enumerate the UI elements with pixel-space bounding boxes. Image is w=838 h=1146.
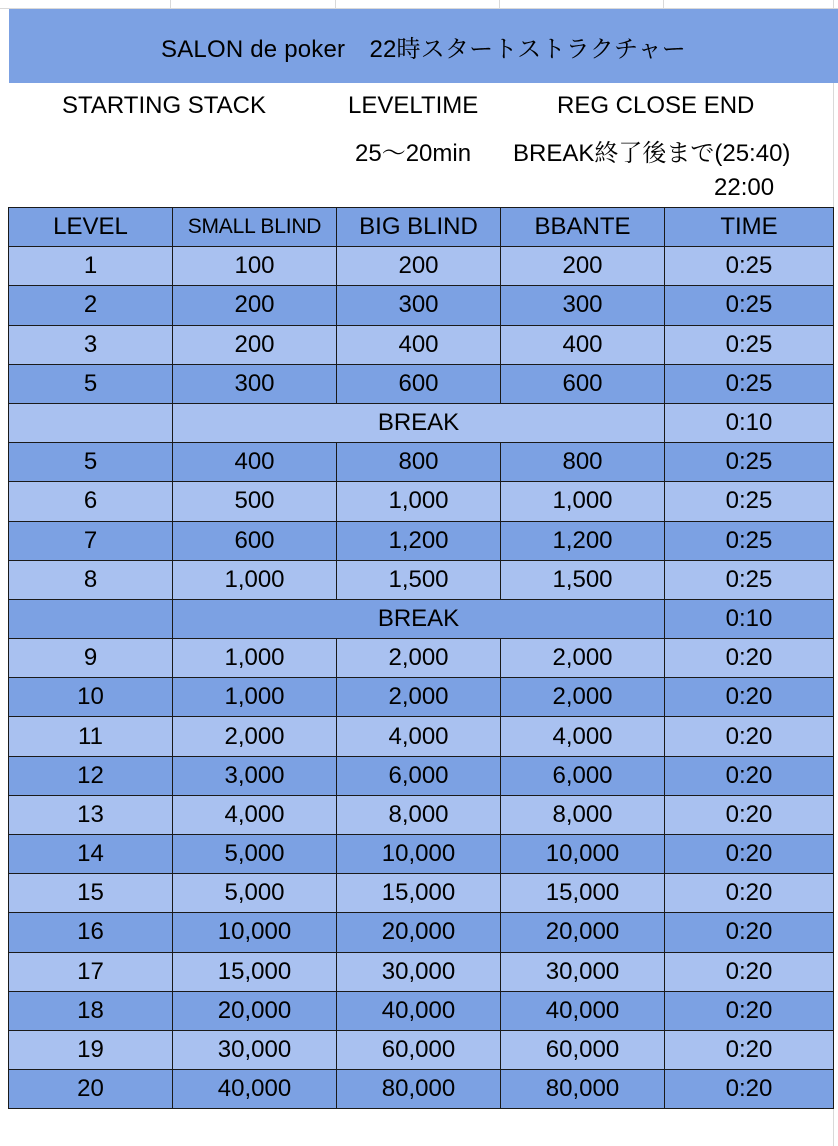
big-blind-cell: 1,200 (337, 521, 501, 560)
big-blind-cell: 15,000 (337, 874, 501, 913)
level-cell: 16 (9, 913, 173, 952)
small-blind-cell: 600 (173, 521, 337, 560)
level-cell: 20 (9, 1070, 173, 1109)
small-blind-cell: 30,000 (173, 1030, 337, 1069)
time-cell: 0:25 (665, 286, 834, 325)
big-blind-cell: 1,000 (337, 482, 501, 521)
time-cell: 0:25 (665, 325, 834, 364)
level-cell: 10 (9, 678, 173, 717)
small-blind-cell: 15,000 (173, 952, 337, 991)
time-cell: 0:20 (665, 717, 834, 756)
level-cell: 13 (9, 795, 173, 834)
big-blind-cell: 2,000 (337, 678, 501, 717)
level-cell: 17 (9, 952, 173, 991)
small-blind-cell: 10,000 (173, 913, 337, 952)
big-blind-cell: 4,000 (337, 717, 501, 756)
bbante-cell: 1,500 (501, 560, 665, 599)
level-cell: 15 (9, 874, 173, 913)
small-blind-cell: 400 (173, 443, 337, 482)
level-time-label: LEVELTIME (348, 92, 479, 119)
bbante-cell: 600 (501, 364, 665, 403)
break-row (9, 403, 834, 442)
time-cell: 0:25 (665, 443, 834, 482)
big-blind-cell: 200 (337, 247, 501, 286)
small-blind-cell: 1,000 (173, 678, 337, 717)
blind-structure-table (8, 207, 834, 1109)
column-header-big-blind: BIG BLIND (337, 208, 501, 247)
small-blind-cell: 3,000 (173, 756, 337, 795)
table-row (9, 482, 834, 521)
big-blind-cell: 300 (337, 286, 501, 325)
time-cell: 0:25 (665, 521, 834, 560)
bbante-cell: 40,000 (501, 991, 665, 1030)
table-row (9, 874, 834, 913)
column-header-time: TIME (665, 208, 834, 247)
small-blind-cell: 40,000 (173, 1070, 337, 1109)
small-blind-cell: 5,000 (173, 874, 337, 913)
bbante-cell: 30,000 (501, 952, 665, 991)
time-cell: 0:20 (665, 639, 834, 678)
level-cell: 3 (9, 325, 173, 364)
level-cell: 19 (9, 1030, 173, 1069)
big-blind-cell: 800 (337, 443, 501, 482)
small-blind-cell: 200 (173, 286, 337, 325)
level-time-value: 25〜20min (355, 140, 472, 167)
bbante-cell: 20,000 (501, 913, 665, 952)
big-blind-cell: 6,000 (337, 756, 501, 795)
time-cell: 0:25 (665, 482, 834, 521)
table-row (9, 678, 834, 717)
table-row (9, 952, 834, 991)
time-cell: 0:20 (665, 952, 834, 991)
level-cell: 11 (9, 717, 173, 756)
level-cell: 2 (9, 286, 173, 325)
level-cell: 8 (9, 560, 173, 599)
table-row (9, 913, 834, 952)
sheet-grid-lines (0, 0, 838, 9)
level-cell: 5 (9, 443, 173, 482)
time-cell: 0:20 (665, 678, 834, 717)
time-cell: 0:20 (665, 835, 834, 874)
big-blind-cell: 80,000 (337, 1070, 501, 1109)
level-cell: 7 (9, 521, 173, 560)
table-header-row (9, 208, 834, 247)
time-cell: 0:10 (665, 403, 834, 442)
bbante-cell: 1,200 (501, 521, 665, 560)
bbante-cell: 2,000 (501, 678, 665, 717)
table-row (9, 560, 834, 599)
time-cell: 0:10 (665, 599, 834, 638)
time-cell: 0:20 (665, 756, 834, 795)
level-cell: 14 (9, 835, 173, 874)
bbante-cell: 800 (501, 443, 665, 482)
table-row (9, 325, 834, 364)
level-cell-empty (9, 599, 173, 638)
level-cell: 12 (9, 756, 173, 795)
reg-close-label: REG CLOSE END (557, 92, 755, 119)
bbante-cell: 60,000 (501, 1030, 665, 1069)
time-cell: 0:20 (665, 991, 834, 1030)
bbante-cell: 400 (501, 325, 665, 364)
bbante-cell: 80,000 (501, 1070, 665, 1109)
table-row (9, 795, 834, 834)
bbante-cell: 2,000 (501, 639, 665, 678)
starting-stack-label: STARTING STACK (62, 92, 267, 119)
time-cell: 0:25 (665, 560, 834, 599)
time-cell: 0:20 (665, 795, 834, 834)
small-blind-cell: 200 (173, 325, 337, 364)
level-cell: 5 (9, 364, 173, 403)
small-blind-cell: 20,000 (173, 991, 337, 1030)
big-blind-cell: 20,000 (337, 913, 501, 952)
big-blind-cell: 2,000 (337, 639, 501, 678)
bbante-cell: 8,000 (501, 795, 665, 834)
bbante-cell: 4,000 (501, 717, 665, 756)
table-row (9, 1070, 834, 1109)
big-blind-cell: 40,000 (337, 991, 501, 1030)
start-time: 22:00 (714, 174, 775, 201)
big-blind-cell: 1,500 (337, 560, 501, 599)
reg-close-value: BREAK終了後まで(25:40) (513, 140, 791, 167)
bbante-cell: 10,000 (501, 835, 665, 874)
small-blind-cell: 500 (173, 482, 337, 521)
time-cell: 0:25 (665, 364, 834, 403)
time-cell: 0:20 (665, 913, 834, 952)
small-blind-cell: 2,000 (173, 717, 337, 756)
bbante-cell: 15,000 (501, 874, 665, 913)
bbante-cell: 6,000 (501, 756, 665, 795)
column-header-bbante: BBANTE (501, 208, 665, 247)
small-blind-cell: 100 (173, 247, 337, 286)
small-blind-cell: 300 (173, 364, 337, 403)
small-blind-cell: 5,000 (173, 835, 337, 874)
table-row (9, 639, 834, 678)
big-blind-cell: 60,000 (337, 1030, 501, 1069)
table-row (9, 717, 834, 756)
big-blind-cell: 600 (337, 364, 501, 403)
table-row (9, 835, 834, 874)
table-row (9, 364, 834, 403)
time-cell: 0:25 (665, 247, 834, 286)
column-header-small-blind: SMALL BLIND (173, 208, 337, 247)
time-cell: 0:20 (665, 1070, 834, 1109)
table-row (9, 443, 834, 482)
table-row (9, 1030, 834, 1069)
column-header-level: LEVEL (9, 208, 173, 247)
big-blind-cell: 8,000 (337, 795, 501, 834)
bbante-cell: 300 (501, 286, 665, 325)
page-title: SALON de poker 22時スタートストラクチャー (9, 9, 838, 83)
level-cell: 1 (9, 247, 173, 286)
level-cell-empty (9, 403, 173, 442)
time-cell: 0:20 (665, 874, 834, 913)
table-row (9, 756, 834, 795)
break-label: BREAK (173, 599, 665, 638)
small-blind-cell: 1,000 (173, 560, 337, 599)
break-label: BREAK (173, 403, 665, 442)
big-blind-cell: 30,000 (337, 952, 501, 991)
time-cell: 0:20 (665, 1030, 834, 1069)
level-cell: 6 (9, 482, 173, 521)
bbante-cell: 200 (501, 247, 665, 286)
small-blind-cell: 4,000 (173, 795, 337, 834)
table-row (9, 286, 834, 325)
level-cell: 9 (9, 639, 173, 678)
table-row (9, 247, 834, 286)
table-row (9, 521, 834, 560)
big-blind-cell: 10,000 (337, 835, 501, 874)
level-cell: 18 (9, 991, 173, 1030)
break-row (9, 599, 834, 638)
small-blind-cell: 1,000 (173, 639, 337, 678)
big-blind-cell: 400 (337, 325, 501, 364)
bbante-cell: 1,000 (501, 482, 665, 521)
table-row (9, 991, 834, 1030)
